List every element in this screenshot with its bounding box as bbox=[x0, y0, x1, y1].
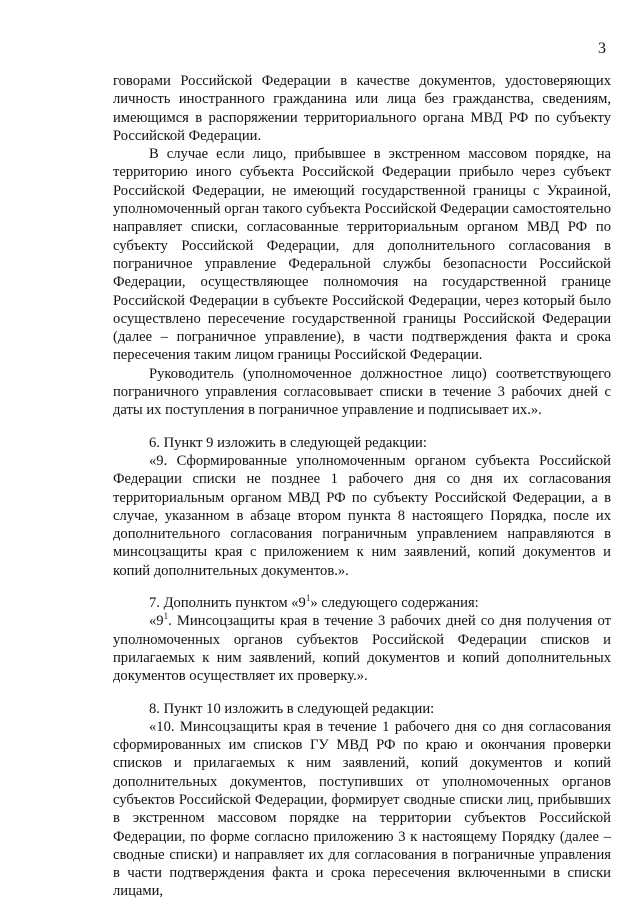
paragraph-continuation: говорами Российской Федерации в качестве документов, удостоверяющих личность иностранного гражданина или лица без гражданства, сведениям, имеющимся в распоряжении территориального органа МВД РФ по субъекту Российской Федерации. bbox=[113, 73, 611, 144]
paragraph-border-crossing: В случае если лицо, прибывшее в экстренном массовом порядке, на территорию иного субъекта Российской Федерации прибыло через субъект Российской Федерации, не имеющий государственной границы с Украиной, уполномоченный орган такого субъекта Российской Федерации самостоятельно направляет списки, согласованные территориальным органом МВД РФ по субъекту Российской Федерации, для дополнительного согласования в пограничное управление Федеральной службы безопасности Российской Федерации, осуществляющее полномочия на государственной границе Российской Федерации в субъекте Российской Федерации, через который было осуществлено пересечение государственной границы Российской Федерации (далее – пограничное управление), в части подтверждения факта и срока пересечения таким лицом границы Российской Федерации. bbox=[113, 146, 611, 364]
paragraph-item-9-text: «9. Сформированные уполномоченным органом субъекта Российской Федерации списки не позднее 1 рабочего дня со дня их согласования территориальным органом МВД РФ по субъекту Российской Федерации, а в случае, указанном в абзаце втором пункта 8 настоящего Порядка, после их дополнительного согласования пограничным управлением направляются в минсоцзащиты края с приложением к ним заявлений, копий документов и копий дополнительных документов.». bbox=[113, 452, 611, 579]
paragraph-item-9-1-text bbox=[113, 612, 611, 685]
item-7-heading-superscript: 1 bbox=[305, 593, 311, 604]
page-number: 3 bbox=[598, 40, 606, 57]
paragraph-item-7-heading bbox=[113, 594, 611, 612]
item-9-1-superscript: 1 bbox=[163, 611, 169, 622]
document-body bbox=[113, 72, 611, 901]
paragraph-item-6-heading: 6. Пункт 9 изложить в следующей редакции: bbox=[149, 434, 427, 451]
item-9-1-body: . Минсоцзащиты края в течение 3 рабочих дней со дня получения от уполномоченных органов субъектов Российской Федерации списков и прилагаемых к ним заявлений, копий документов и копий дополнительных документов осуществляет их проверку.». bbox=[113, 613, 611, 685]
item-7-heading-start: 7. Дополнить пунктом «9 bbox=[149, 595, 306, 612]
item-9-1-number: «9 bbox=[149, 613, 164, 630]
paragraph-border-approval: Руководитель (уполномоченное должностное лицо) соответствующего пограничного управления согласовывает списки в течение 3 рабочих дней с даты их поступления в пограничное управление и подписывает их.». bbox=[113, 365, 611, 419]
item-7-heading-end: » следующего содержания: bbox=[310, 595, 479, 612]
paragraph-item-8-heading: 8. Пункт 10 изложить в следующей редакции: bbox=[149, 700, 435, 717]
paragraph-item-10-text: «10. Минсоцзащиты края в течение 1 рабочего дня со дня согласования сформированных им списков ГУ МВД РФ по краю и окончания проверки списков и прилагаемых к ним заявлений, копий документов и копий дополнительных документов, поступивших от уполномоченных органов субъектов Российской Федерации, формирует сводные списки лиц, прибывших в экстренном массовом порядке на территории субъектов Российской Федерации, по форме согласно приложению 3 к настоящему Порядку (далее – сводные списки) и направляет их для согласования в пограничные управления в части подтверждения факта и срока пересечения включенными в списки лицами, bbox=[113, 718, 611, 900]
